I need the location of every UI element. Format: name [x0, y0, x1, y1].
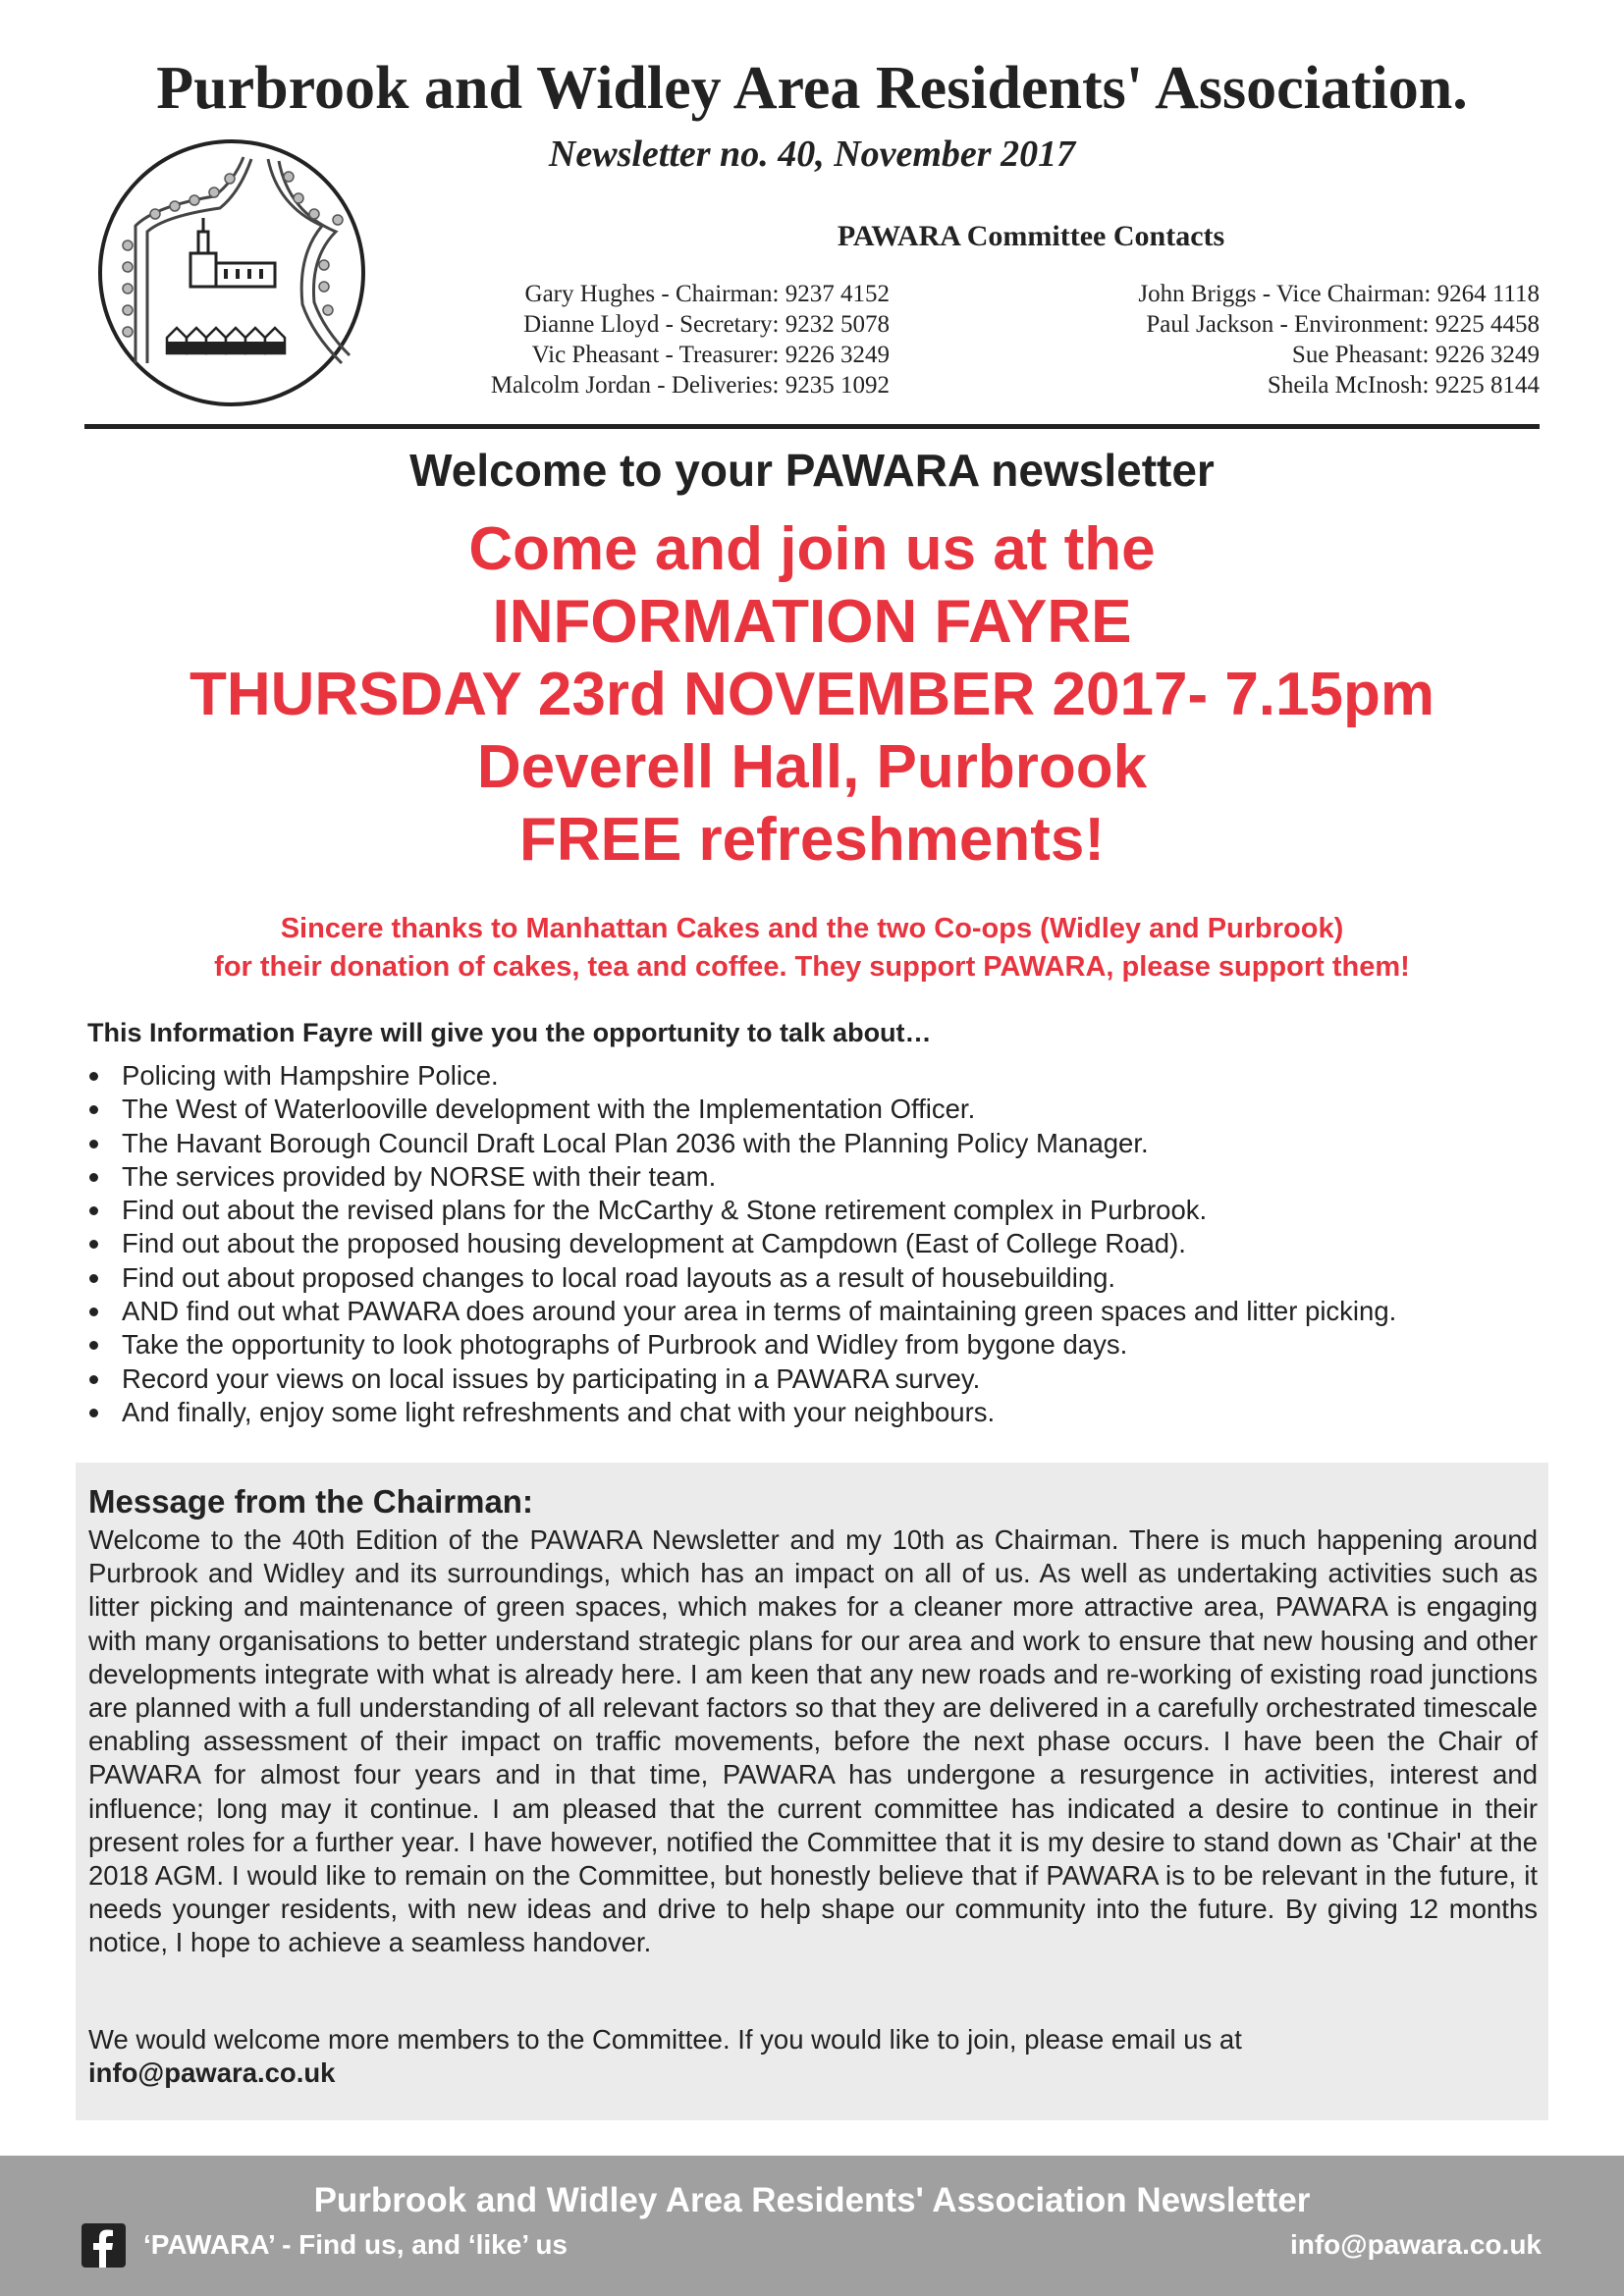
contacts-heading: PAWARA Committee Contacts [837, 220, 1225, 252]
facebook-icon[interactable] [81, 2223, 126, 2268]
join-text: We would welcome more members to the Committee. If you would like to join, please email us at [88, 2024, 1242, 2055]
contacts-right-column [1138, 279, 1540, 400]
association-logo [96, 137, 367, 408]
contact-vice-chairman: John Briggs - Vice Chairman: 9264 1118 [1138, 281, 1540, 307]
contact-sue-pheasant: Sue Pheasant: 9226 3249 [1291, 342, 1540, 368]
event-line: FREE refreshments! [518, 806, 1106, 874]
list-item: Policing with Hampshire Police. [87, 1059, 1396, 1093]
sponsor-thanks [0, 910, 1624, 987]
event-line: Deverell Hall, Purbrook [476, 733, 1148, 801]
list-item: And finally, enjoy some light refreshments and chat with your neighbours. [87, 1396, 1396, 1429]
newsletter-title: Purbrook and Widley Area Residents' Association. [156, 55, 1468, 122]
contact-deliveries: Malcolm Jordan - Deliveries: 9235 1092 [490, 372, 890, 399]
event-line: Come and join us at the [468, 515, 1156, 583]
event-line: INFORMATION FAYRE [492, 588, 1132, 656]
chairman-message: Welcome to the 40th Edition of the PAWARA Newsletter and my 10th as Chairman. There is much happening around Purbrook and Widley and its surroundings, which has an impact on all of us. As well as undertaking activities such as litter picking and maintenance of green spaces, which makes for a cleaner more attractive area, PAWARA is engaging with many organisations to better understand strategic plans for our area and work to ensure that new housing and other developments integrate with what is already here. I am keen that any new roads and re-working of existing road junctions are planned with a full understanding of all relevant factors so that they are delivered in a carefully orchestrated timescale enabling assessment of their impact on traffic movements, before the next phase occurs. I have been the Chair of PAWARA for almost four years and in that time, PAWARA has undergone a resurgence in activities, interest and influence; long may it continue. I am pleased that the current committee has indicated a desire to continue in their present roles for a further year. I have however, notified the Committee that it is my desire to stand down as 'Chair' at the 2018 AGM. I would like to remain on the Committee, but honestly believe that if PAWARA is to be relevant in the future, it needs younger residents, with new ideas and drive to help shape our community into the future. By giving 12 months notice, I hope to achieve a seamless handover. [88, 1524, 1538, 1958]
footer-email-link[interactable]: info@pawara.co.uk [1289, 2229, 1542, 2260]
contact-environment: Paul Jackson - Environment: 9225 4458 [1146, 311, 1540, 338]
footer-title: Purbrook and Widley Area Residents' Association Newsletter [313, 2181, 1311, 2219]
chairman-heading: Message from the Chairman: [88, 1483, 533, 1520]
facebook-link[interactable]: ‘PAWARA’ - Find us, and ‘like’ us [143, 2229, 568, 2260]
contact-sheila-mcinosh: Sheila McInosh: 9225 8144 [1267, 372, 1540, 399]
contact-chairman: Gary Hughes - Chairman: 9237 4152 [524, 281, 890, 307]
header-divider [84, 424, 1540, 429]
welcome-heading: Welcome to your PAWARA newsletter [409, 445, 1215, 496]
event-line: THURSDAY 23rd NOVEMBER 2017- 7.15pm [189, 661, 1435, 728]
list-item: Find out about proposed changes to local road layouts as a result of housebuilding. [87, 1261, 1396, 1295]
list-item: The West of Waterlooville development with the Implementation Officer. [87, 1093, 1396, 1126]
list-item: AND find out what PAWARA does around your area in terms of maintaining green spaces and litter picking. [87, 1295, 1396, 1328]
join-committee-text [88, 2023, 1538, 2090]
list-item: Find out about the revised plans for the McCarthy & Stone retirement complex in Purbrook. [87, 1194, 1396, 1227]
thanks-line: Sincere thanks to Manhattan Cakes and the two Co-ops (Widley and Purbrook) [280, 913, 1344, 944]
thanks-line: for their donation of cakes, tea and coffee. They support PAWARA, please support them! [214, 951, 1410, 983]
contacts-left-column [491, 279, 890, 400]
topics-list [87, 1059, 1396, 1429]
list-item: Take the opportunity to look photographs of Purbrook and Widley from bygone days. [87, 1328, 1396, 1362]
contact-treasurer: Vic Pheasant - Treasurer: 9226 3249 [531, 342, 890, 368]
list-item: Record your views on local issues by participating in a PAWARA survey. [87, 1362, 1396, 1396]
footer-bar [0, 2156, 1624, 2296]
contact-secretary: Dianne Lloyd - Secretary: 9232 5078 [523, 311, 890, 338]
list-item: The Havant Borough Council Draft Local Plan 2036 with the Planning Policy Manager. [87, 1127, 1396, 1160]
list-item: The services provided by NORSE with their team. [87, 1160, 1396, 1194]
list-item: Find out about the proposed housing development at Campdown (East of College Road). [87, 1227, 1396, 1260]
chairman-email-link[interactable]: info@pawara.co.uk [88, 2057, 336, 2089]
issue-line: Newsletter no. 40, November 2017 [548, 133, 1076, 175]
event-announcement [0, 513, 1624, 877]
fayre-intro: This Information Fayre will give you the opportunity to talk about… [87, 1018, 932, 1047]
